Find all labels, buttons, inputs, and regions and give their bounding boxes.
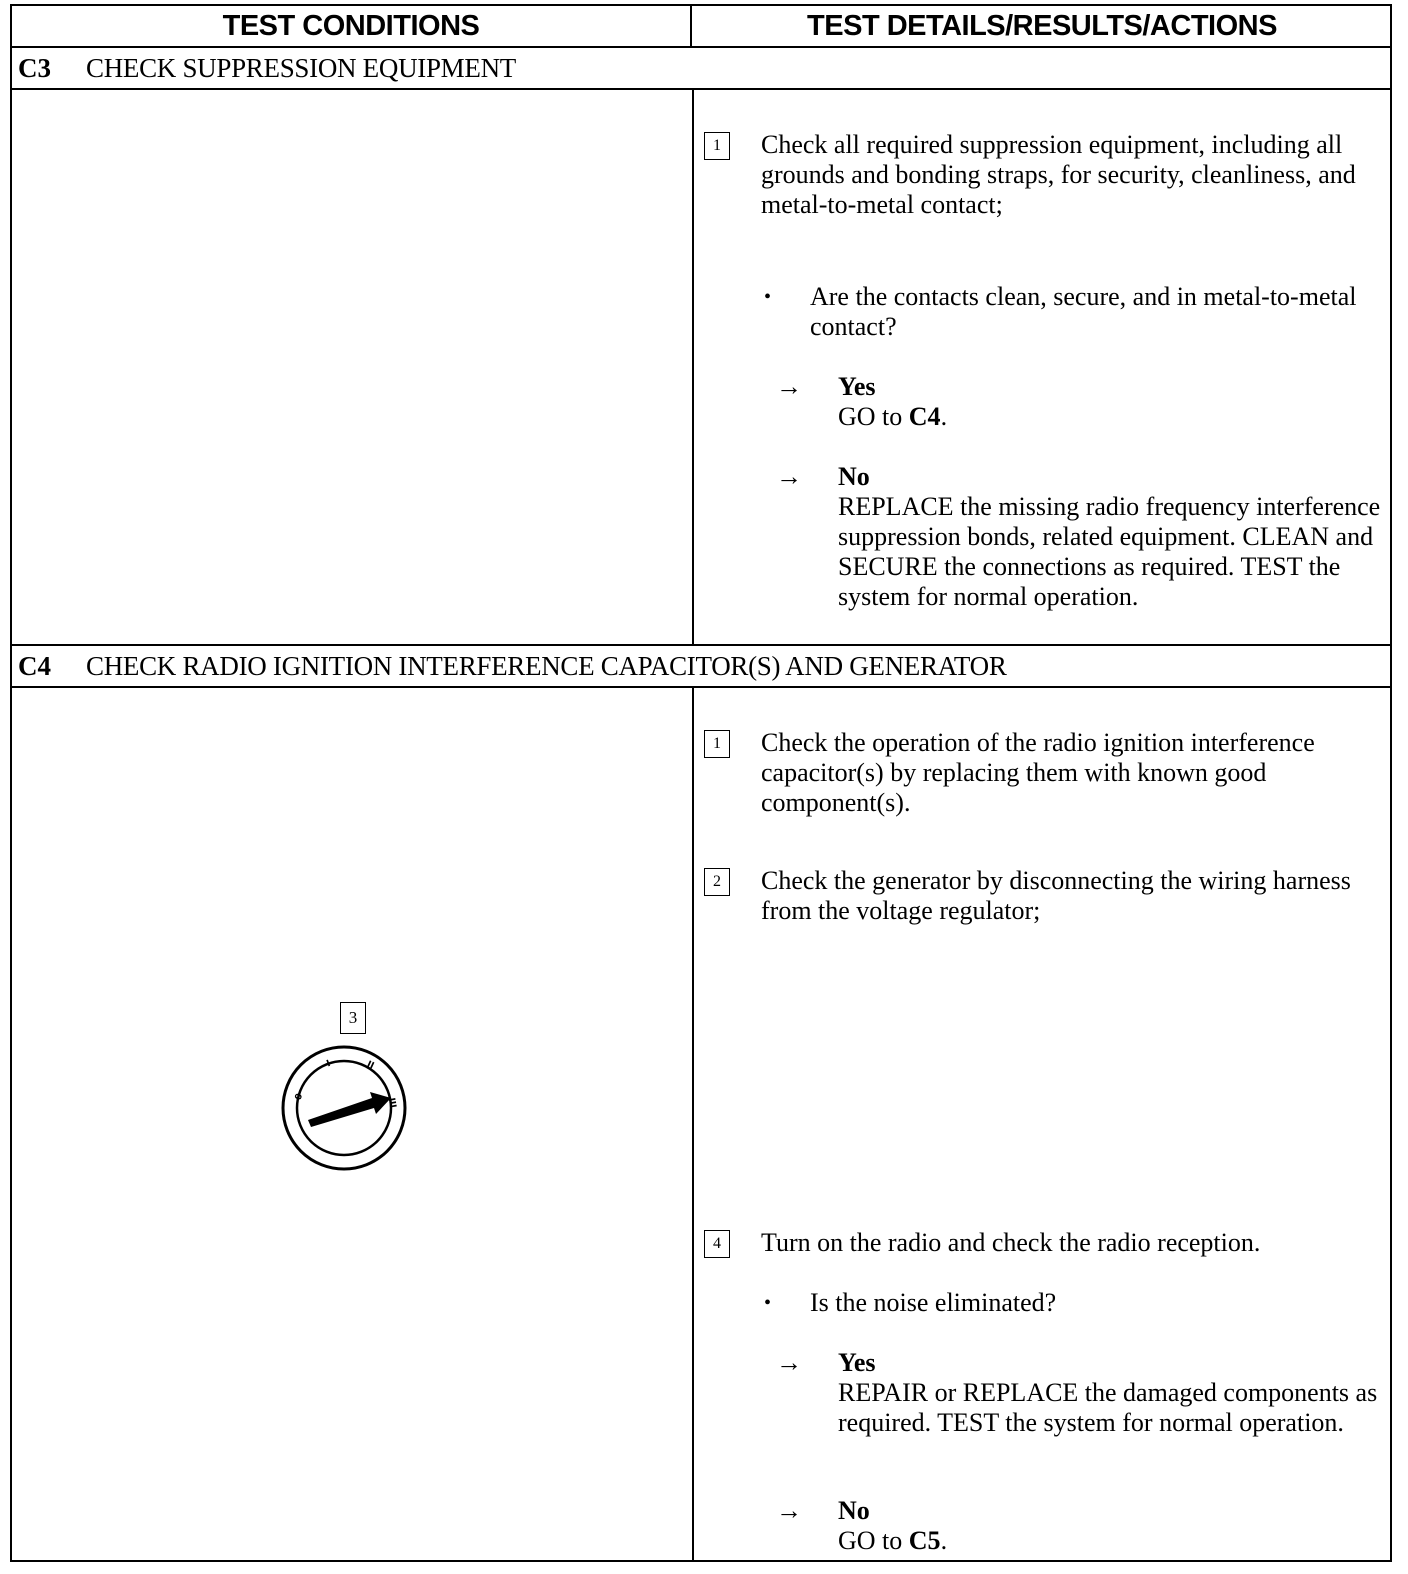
result-action: GO to [838,402,909,431]
question-text: Is the noise eliminated? [810,1288,1057,1317]
step-text: Turn on the radio and check the radio reception. [761,1228,1261,1257]
ignition-switch-icon [274,1042,424,1174]
bullet-icon: • [764,286,772,308]
step-number-box: 1 [704,730,730,758]
result-label-no: No [838,1496,870,1525]
result-label-yes: Yes [838,1348,876,1377]
section-code: C4 [18,651,51,681]
divider [12,88,1390,90]
svg-text:III: III [385,1097,398,1109]
svg-text:I: I [325,1058,332,1070]
section-heading: CHECK SUPPRESSION EQUIPMENT [86,53,516,83]
question-text: Are the contacts clean, secure, and in metal-to-metal contact? [810,282,1357,341]
column-divider [692,686,694,1562]
step-number-box: 4 [704,1230,730,1258]
step-text: Check the generator by disconnecting the wiring harness from the voltage regulator; [761,866,1351,925]
punctuation: . [940,402,948,431]
punctuation: . [940,1526,948,1555]
bullet-icon: • [764,1292,772,1314]
step-reference: C4 [908,402,941,431]
column-header-test-conditions: TEST CONDITIONS [12,6,692,46]
step-number-box: 2 [704,868,730,896]
divider [12,686,1390,688]
step-number-box: 1 [704,132,730,160]
result-label-yes: Yes [838,372,876,401]
figure-step-number-box: 3 [340,1002,366,1034]
arrow-right-icon: → [776,1348,802,1377]
section-heading: CHECK RADIO IGNITION INTERFERENCE CAPACITOR(S) AND GENERATOR [86,651,1007,681]
svg-text:II: II [365,1059,376,1072]
column-header-test-details: TEST DETAILS/RESULTS/ACTIONS [807,10,1277,42]
arrow-right-icon: → [776,372,802,401]
section-code: C3 [18,53,51,83]
result-label-no: No [838,462,870,491]
step-text: Check the operation of the radio ignition interference capacitor(s) by replacing them with known good component(s). [761,728,1315,817]
arrow-right-icon: → [776,1496,802,1525]
result-action: REPLACE the missing radio frequency interference suppression bonds, related equipment. CLEAN and SECURE the connections as required. TEST the system for normal operation. [838,492,1381,611]
procedure-table [10,4,1392,1562]
step-reference: C5 [908,1526,941,1555]
result-action: REPAIR or REPLACE the damaged components as required. TEST the system for normal operation. [838,1378,1378,1437]
arrow-right-icon: → [776,462,802,491]
svg-text:0: 0 [293,1092,306,1102]
step-text: Check all required suppression equipment, including all grounds and bonding straps, for security, cleanliness, and metal-to-metal contact; [761,130,1356,219]
result-action: GO to [838,1526,909,1555]
column-divider [692,88,694,644]
